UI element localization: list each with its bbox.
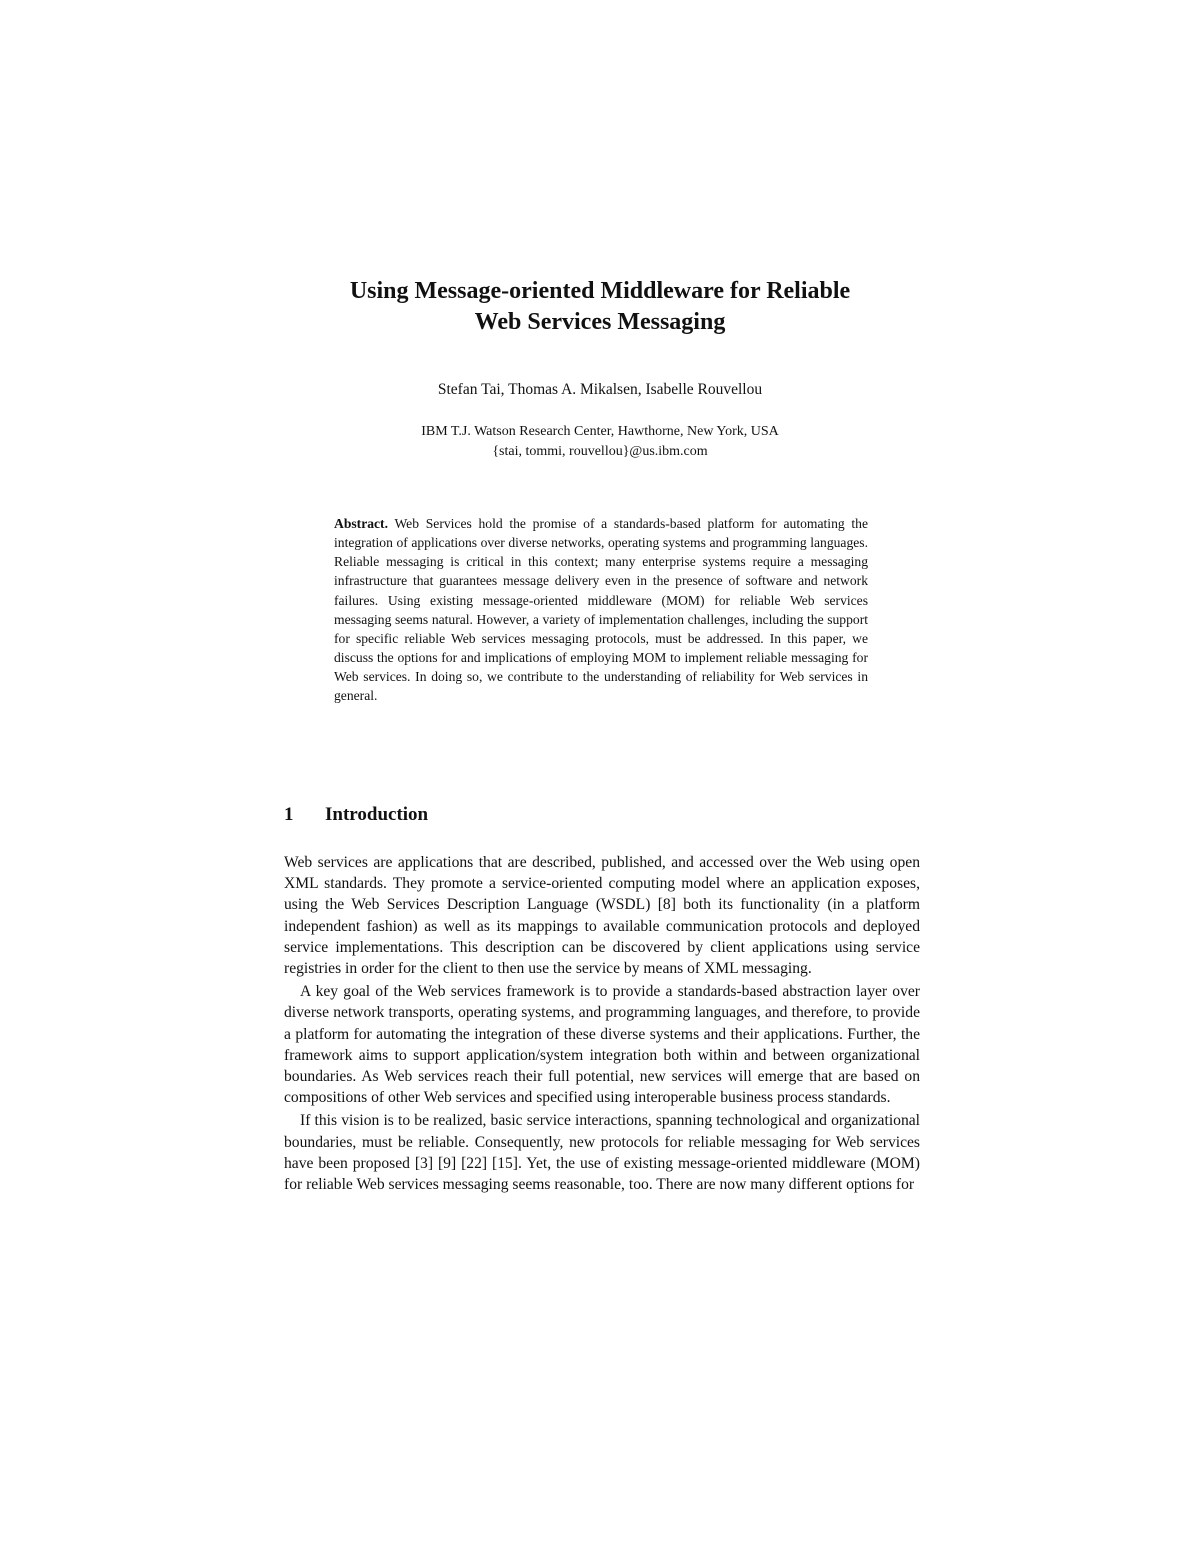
section-title: Introduction <box>325 804 429 825</box>
section-heading-introduction <box>284 802 428 828</box>
abstract-text: Web Services hold the promise of a standards-based platform for automating the integration of applications over diverse networks, operating systems and programming languages. Reliable messaging is critical in this context; many enterprise systems require a messaging infrastructure that guarantees message delivery even in the presence of software and network failures. Using existing message-oriented middleware (MOM) for reliable Web services messaging seems natural. However, a variety of implementation challenges, including the support for specific reliable Web services messaging protocols, must be addressed. In this paper, we discuss the options for and implications of employing MOM to implement reliable messaging for Web services. In doing so, we contribute to the understanding of reliability for Web services in general. <box>334 516 868 704</box>
affiliation <box>280 422 920 462</box>
body-paragraph: Web services are applications that are described, published, and accessed over the Web using open XML standards. They promote a service-oriented computing model where an application exposes, using the Web Services Description Language (WSDL) [8] both its functionality (in a platform independent fashion) as well as its mappings to available communication protocols and deployed service implementations. This description can be discovered by client applications using service registries in order for the client to then use the service by means of XML messaging. <box>284 854 920 978</box>
introduction-body <box>284 852 920 1195</box>
body-paragraph: If this vision is to be realized, basic service interactions, spanning technological and organizational boundaries, must be reliable. Consequently, new protocols for reliable messaging for Web services have been proposed [3] [9] [22] [15]. Yet, the use of existing message-oriented middleware (MOM) for reliable Web services messaging seems reasonable, too. There are now many different options for <box>284 1112 920 1194</box>
body-paragraph: A key goal of the Web services framework is to provide a standards-based abstraction layer over diverse network transports, operating systems, and programming languages, and therefore, to provide a platform for automating the integration of these diverse systems and their applications. Further, the framework aims to support application/system integration both within and between organizational boundaries. As Web services reach their full potential, new services will emerge that are based on compositions of other Web services and specified using interoperable business process standards. <box>284 983 920 1107</box>
abstract-label: Abstract. <box>334 516 388 531</box>
affiliation-institution: IBM T.J. Watson Research Center, Hawthorne, New York, USA <box>421 424 779 439</box>
abstract <box>334 514 868 706</box>
section-number: 1 <box>284 804 294 825</box>
paper-title <box>280 276 920 338</box>
title-line-1: Using Message-oriented Middleware for Reliable <box>349 278 851 304</box>
author-list: Stefan Tai, Thomas A. Mikalsen, Isabelle Rouvellou <box>437 381 763 398</box>
title-line-2: Web Services Messaging <box>474 309 726 335</box>
affiliation-email: {stai, tommi, rouvellou}@us.ibm.com <box>492 444 708 459</box>
